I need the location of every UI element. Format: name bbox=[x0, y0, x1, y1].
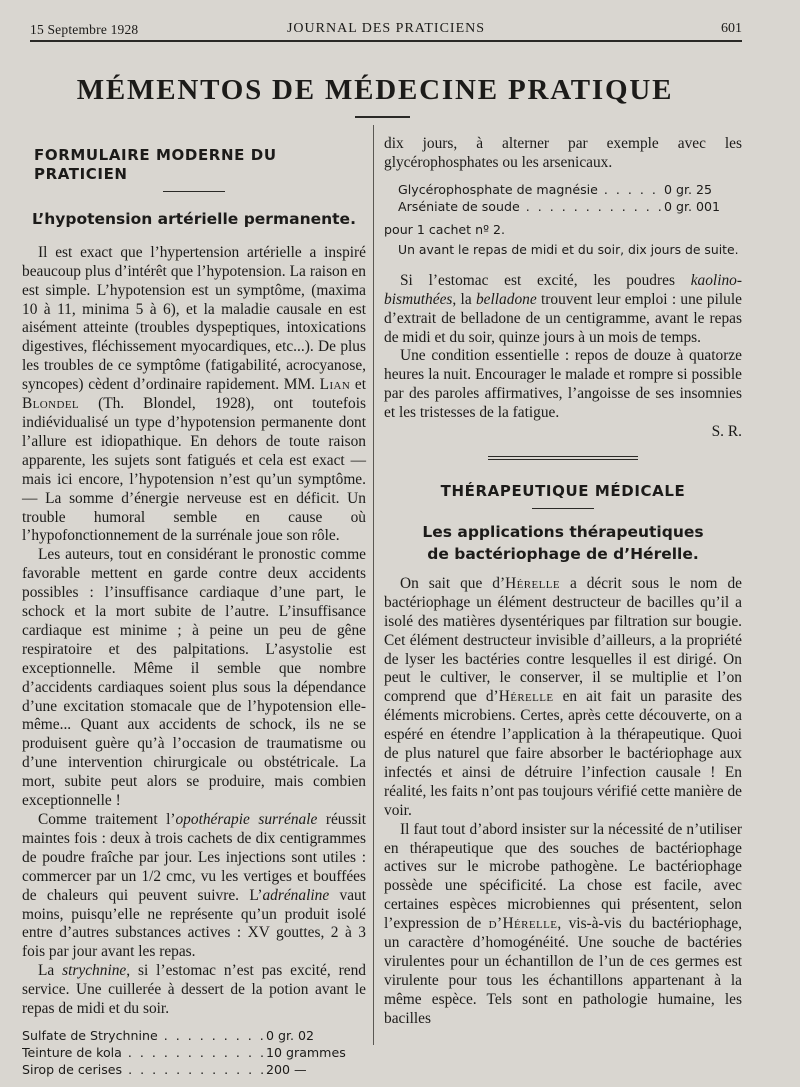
author-signature: S. R. bbox=[711, 423, 742, 441]
section-heading-formulaire: FORMULAIRE MODERNE DU PRATICIEN bbox=[34, 146, 277, 183]
paragraph: La strychnine, si l’estomac n’est pas excité, rend service. Une cuillerée à dessert de la potion avant le repas de midi et du soir. bbox=[22, 962, 366, 1018]
article-title-hypotension: L’hypotension artérielle permanente. bbox=[32, 209, 356, 228]
header-rule bbox=[30, 40, 742, 42]
author-name: Hérelle bbox=[505, 574, 560, 592]
prescription-cachet bbox=[398, 181, 742, 215]
article-title-bacteriophage: Les applications thérapeutiques de bactériophage de d’Hérelle. bbox=[422, 522, 704, 563]
prescription-row: Glycérophosphate de magnésie . . . 0 gr. 25 bbox=[398, 181, 742, 198]
author-name: d’Hérelle bbox=[488, 915, 558, 933]
paragraph: dix jours, à alterner par exemple avec les glycérophosphates ou les arsenicaux. bbox=[384, 135, 742, 171]
running-header bbox=[30, 18, 742, 38]
prescription-row: Sirop de cerises . . . 200 — bbox=[22, 1061, 366, 1078]
paragraph: Il faut tout d’abord insister sur la nécessité de n’utiliser en thérapeutique que des souches de bactériophage actives sur le microbe pathogène. Le bactériophage possède une spécificité. La chose est facile, avec certaines espèces microbiennes qui présentent, selon l’expression de d’Hérelle, vis-à-vis du bactériophage, un caractère d’homogénéité. Une souche de bactéries virulentes pour un échantillon de l’un de ces germes est virulente pour tous les échantillons appartenant à la même espèce. Tels sont en pathologie humaine, les bacilles bbox=[384, 820, 742, 1027]
section-separator bbox=[488, 456, 638, 460]
paragraph: Comme traitement l’opothérapie surrénale réussit maintes fois : deux à trois cachets de dix centigrammes de poudre fraîche par jour. Les injections sont utiles : commercer par un 1/2 cmc, vu les vertiges et bouffées de chaleurs qui peuvent suivre. L’adrénaline vaut moins, puisqu’elle ne représente qu’un produit isolé entre d’autres substances actives : XV gouttes, 2 à 3 fois par jour avant les repas. bbox=[22, 811, 367, 961]
prescription-dose: pour 1 cachet nº 2. bbox=[384, 221, 506, 237]
paragraph: Si l’estomac est excité, les poudres kaolino-bismuthées, la belladone trouvent leur emploi : une pilule d’extrait de belladone de un centigramme, avant le repas de midi et du soir, quinze jours à un mois de temps. bbox=[384, 271, 742, 346]
prescription-row: Arséniate de soude . . . 0 gr. 001 bbox=[398, 198, 742, 215]
section-heading-therapeutique: THÉRAPEUTIQUE MÉDICALE bbox=[440, 481, 686, 500]
author-name: Lian bbox=[319, 376, 351, 394]
page-number: 601 bbox=[721, 21, 742, 36]
paragraph: On sait que d’Hérelle a décrit sous le nom de bactériophage un élément destructeur de bacilles qu’il a isolé des matières dysentériques par filtration sur bougie. Cet élément destructeur invisible d’ailleurs, a la propriété de lyser les bactéries contre lesquelles il est dirigé. On peut le cultiver, le conserver, il se multiplie et l’on comprend que d’Hérelle en ait fait un parasite des éléments microbiens. Certes, après cette découverte, on a espéré en étendre l’application à la thérapeutique. Quoi de plus naturel que faire absorber le bactériophage aux infectés et ainsi de détruire l’infection causale ! En réalité, les faits n’ont pas toujours vérifié cette manière de voir. bbox=[384, 574, 743, 819]
paragraph: Il est exact que l’hypertension artérielle a inspiré beaucoup plus d’intérêt que l’hypotension. La raison en est simple. L’hypotension est un symptôme, (maxima 10 à 11, minima 5 à 6), et la maladie causale en est aisément atteinte (troubles dyspeptiques, intoxications digestives, fléchissement myocardiques, etc...). De plus les troubles de ce symptôme (fatigabilité, acrocyanose, syncopes) cèdent d’ordinaire rapidement. MM. Lian et Blondel (Th. Blondel, 1928), ont toutefois indiévidualisé un type d’hypotension permanente dont l’allure est idiopathique. En dehors de toute raison apparente, les sujets sont fatigués et cela est exact — mais ici encore, l’hypotension n’est qu’un symptôme. — La somme d’énergie nerveuse est en déficit. Un trouble humoral semble en cause où l’hypofonctionnement de la surrénale joue son rôle. bbox=[22, 243, 366, 545]
left-column bbox=[22, 140, 366, 1084]
page-title: MÉMENTOS DE MÉDECINE PRATIQUE bbox=[76, 74, 674, 106]
paragraph: Une condition essentielle : repos de douze à quatorze heures la nuit. Encourager le malade et rompre si possible par des paroles affirmatives, l’angoisse de ses insomnies et les tristesses de la fatigue. bbox=[384, 347, 742, 422]
right-column bbox=[384, 135, 742, 1029]
prescription-instructions: Un avant le repas de midi et du soir, dix jours de suite. bbox=[398, 241, 739, 257]
author-name: Blondel bbox=[22, 395, 80, 413]
issue-date: 15 Septembre 1928 bbox=[30, 22, 139, 37]
journal-name: JOURNAL DES PRATICIENS bbox=[286, 21, 486, 36]
section-rule bbox=[532, 508, 594, 509]
title-rule bbox=[355, 116, 410, 118]
prescription-row: Teinture de kola . . . 10 grammes bbox=[22, 1044, 366, 1061]
paragraph: Les auteurs, tout en considérant le pronostic comme favorable mettent en garde contre deux accidents possibles : l’insuffisance cardiaque d’une part, le schock et la mort subite de l’autre. L’insuffisance cardiaque est minime ; à peine un peu de gêne respiratoire et des palpitations. L’asystolie est exceptionnelle. Même il semble que nombre d’accidents cardiaques soient plus sous la dépendance d’une excitation stomacale que de l’hypotension elle-même... Quant aux accidents de schock, ils ne se produisent guère qu’à l’occasion de traumatisme ou d’une intervention chirurgicale ou obstétricale. La mort, subite peut alors se produire, mais combien exceptionnelle ! bbox=[22, 546, 366, 810]
author-name: Hérelle bbox=[498, 688, 554, 706]
prescription-potion bbox=[22, 1027, 366, 1078]
prescription-row: Sulfate de Strychnine . . . 0 gr. 02 bbox=[22, 1027, 366, 1044]
column-divider bbox=[373, 125, 374, 1045]
section-rule bbox=[163, 191, 225, 192]
